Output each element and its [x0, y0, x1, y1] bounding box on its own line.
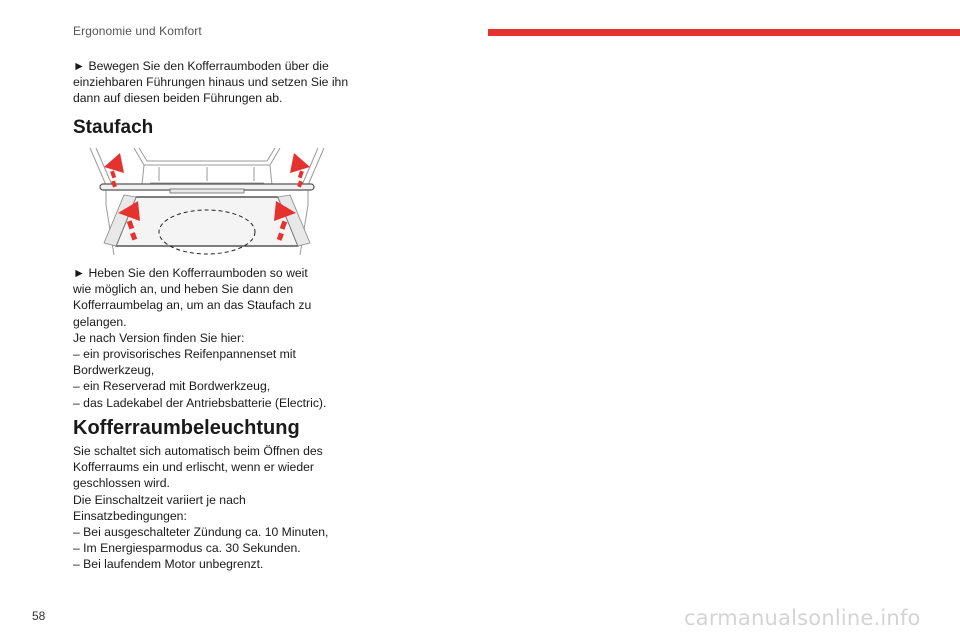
text-line: Sie schaltet sich automatisch beim Öffnen des	[73, 444, 323, 458]
staufach-text	[73, 265, 353, 411]
section-title: Ergonomie und Komfort	[73, 24, 202, 38]
text-line: einziehbaren Führungen hinaus und setzen Sie ihn	[73, 75, 349, 90]
accent-bar	[488, 29, 960, 36]
trunk-illustration-svg	[84, 145, 330, 259]
text-line: – ein provisorisches Reifenpannenset mit	[73, 347, 296, 362]
text-line: Die Einschaltzeit variiert je nach	[73, 492, 246, 507]
staufach-heading: Staufach	[73, 117, 154, 138]
text-line: – ein Reserverad mit Bordwerkzeug,	[73, 379, 271, 394]
text-line: Je nach Version finden Sie hier:	[73, 330, 245, 345]
text-line: Bordwerkzeug,	[73, 363, 155, 378]
text-line: ► Heben Sie den Kofferraumboden so weit	[73, 266, 308, 280]
trunk-storage-illustration	[84, 145, 330, 259]
text-line: geschlossen wird.	[73, 476, 170, 491]
text-line: – Im Energiesparmodus ca. 30 Sekunden.	[73, 541, 301, 556]
light-paragraph	[73, 443, 353, 573]
text-line: – Bei laufendem Motor unbegrenzt.	[73, 557, 264, 572]
text-line: dann auf diesen beiden Führungen ab.	[73, 91, 283, 106]
page-number: 58	[32, 609, 46, 623]
text-line: gelangen.	[73, 314, 127, 329]
intro-paragraph	[73, 58, 349, 107]
text-line: wie möglich an, und heben Sie dann den	[73, 282, 294, 297]
light-text	[73, 443, 353, 573]
kofferraumbeleuchtung-heading: Kofferraumbeleuchtung	[73, 417, 300, 439]
text-line: Einsatzbedingungen:	[73, 508, 187, 523]
staufach-paragraph	[73, 265, 353, 411]
text-line: – Bei ausgeschalteter Zündung ca. 10 Minuten,	[73, 525, 329, 540]
content-column	[73, 58, 349, 107]
text-line: – das Ladekabel der Antriebsbatterie (Electric).	[73, 395, 327, 410]
watermark: carmanualsonline.info	[684, 606, 921, 630]
text-line: ► Bewegen Sie den Kofferraumboden über die	[73, 59, 329, 73]
text-line: Kofferraums ein und erlischt, wenn er wieder	[73, 460, 314, 475]
text-line: Kofferraumbelag an, um an das Staufach zu	[73, 298, 312, 313]
